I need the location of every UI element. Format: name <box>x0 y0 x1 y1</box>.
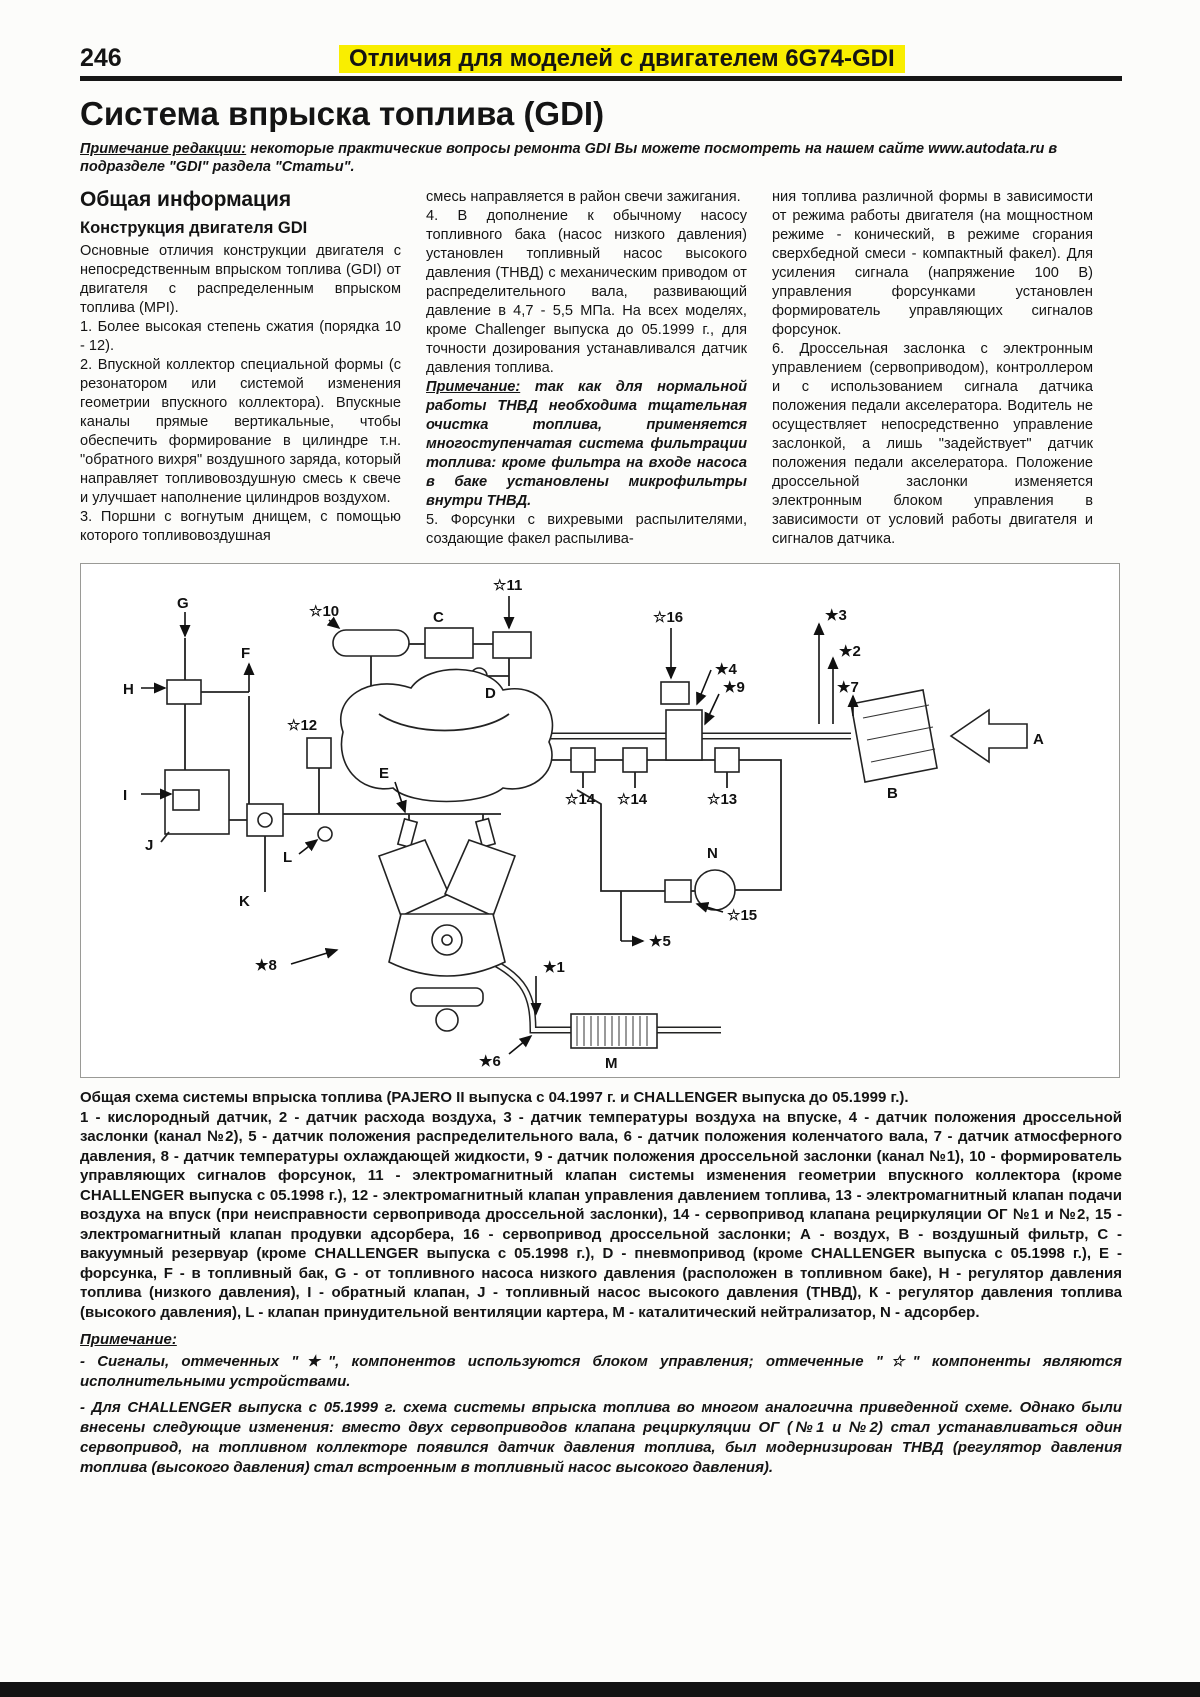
paragraph: ния топлива различной формы в зависимости от режима работы двигателя (на мощностном режиме - конический, в режиме сгорания сверхбедной смеси - компактный факел). Для усиления сигнала (напряжение 100 В) управления форсунками установлен формирователь управляющих сигналов форсунок. <box>772 189 1093 338</box>
component-high-pressure-pump <box>165 770 229 834</box>
diagram-label-c: C <box>433 609 444 626</box>
article-title: Система впрыска топлива (GDI) <box>80 95 605 132</box>
text-columns <box>80 188 1122 549</box>
notes-section <box>80 1331 1122 1478</box>
diagram-label-a: A <box>1033 731 1044 748</box>
editorial-note-text: некоторые практические вопросы ремонта GDI Вы можете посмотреть на нашем сайте www.autodata.ru в подразделе "GDI" раздела "Статьи". <box>80 141 1058 175</box>
section-heading-general-info: Общая информация <box>80 188 292 211</box>
page-number: 246 <box>80 44 122 72</box>
note-text: так как для нормальной работы ТНВД необходима тщательная очистка топлива, применяется многоступенчатая система фильтрации топлива: кроме фильтра на входе насоса в баке установлены микрофильтры внутри ТНВД. <box>426 379 747 509</box>
air-inlet-arrow <box>951 710 1027 762</box>
component-air-bypass-solenoid <box>715 748 739 772</box>
note-item-1: - Сигналы, отмеченных "★", компонентов используются блоком управления; отмеченные "☆" компоненты являются исполнительными устройствами. <box>80 1353 1122 1390</box>
component-canister <box>665 870 735 910</box>
paragraph: 3. Поршни с вогнутым днищем, с помощью которого топливовоздушная <box>80 509 401 544</box>
diagram-label-5: ★5 <box>649 933 671 950</box>
component-throttle-body <box>661 682 702 760</box>
paragraph: 2. Впускной коллектор специальной формы (с резонатором или системой изменения геометрии впускного коллектора). Впускные каналы прямые вертикальные, чтобы обеспечить формирование в цилиндре т.н. "обратного вихря" воздушного заряда, который направляет топливовоздушную смесь к свече и улучшает наполнение цилиндров воздухом. <box>80 357 401 506</box>
diagram-label-10: ☆10 <box>309 603 340 620</box>
page-header <box>80 44 1122 81</box>
diagram-label-j: J <box>145 837 154 854</box>
diagram-label-11: ☆11 <box>493 577 523 594</box>
component-pcv-valve <box>318 827 332 841</box>
component-egr-servo-2 <box>623 748 647 772</box>
component-egr-servo-1 <box>571 748 595 772</box>
column-1 <box>80 188 401 549</box>
diagram-label-1: ★1 <box>543 959 565 976</box>
diagram-label-n: N <box>707 845 718 862</box>
diagram-label-b: B <box>887 785 898 802</box>
diagram-caption <box>80 1088 1122 1322</box>
paragraph: 5. Форсунки с вихревыми распылителями, создающие факел распылива- <box>426 512 747 547</box>
paragraph: 1. Более высокая степень сжатия (порядка 10 - 12). <box>80 319 401 354</box>
caption-title: Общая схема системы впрыска топлива (PAJERO II выпуска с 04.1997 г. и CHALLENGER выпуска до 05.1999 г.). <box>80 1089 909 1106</box>
header-title-wrap <box>122 45 1122 73</box>
diagram-label-12: ☆12 <box>287 717 318 734</box>
component-fuel-pressure-solenoid <box>307 738 331 768</box>
diagram-label-8: ★8 <box>255 957 277 974</box>
component-vacuum-reservoir <box>425 628 473 658</box>
diagram-label-i: I <box>123 787 128 804</box>
diagram-label-h: H <box>123 681 134 698</box>
diagram-label-6: ★6 <box>479 1053 501 1070</box>
editorial-note <box>80 140 1122 176</box>
component-purge-solenoid <box>665 880 691 902</box>
component-air-filter <box>851 690 937 782</box>
caption-body: 1 - кислородный датчик, 2 - датчик расхода воздуха, 3 - датчик температуры воздуха на впуске, 4 - датчик положения дроссельной заслонки (канал №2), 5 - датчик положения распределительного вала, 6 - датчик положения коленчатого вала, 7 - датчик атмосферного давления, 8 - датчик температуры охлаждающей жидкости, 9 - датчик положения дроссельной заслонки (канал №1), 10 - формирователь управляющих сигналов форсунок, 11 - электромагнитный клапан системы изменения геометрии впускного коллектора (кроме CHALLENGER выпуска с 05.1998 г.), 12 - электромагнитный клапан управления давлением топлива, 13 - электромагнитный клапан подачи воздуха на впуск (при неисправности сервопривода дроссельной заслонки), 14 - сервопривод клапана рециркуляции ОГ №1 и №2, 15 - электромагнитный клапан продувки адсорбера, 16 - сервопривод дроссельной заслонки; А - воздух, В - воздушный фильтр, С - вакуумный резервуар (кроме CHALLENGER выпуска с 05.1998 г.), D - пневмопривод (кроме CHALLENGER выпуска с 05.1998 г.), Е - форсунка, F - в топливный бак, G - от топливного насоса низкого давления (расположен в топливном баке), Н - регулятор давления топлива (низкого давления), I - обратный клапан, J - топливный насос высокого давления (ТНВД), К - регулятор давления топлива (высокого давления), L - клапан принудительной вентиляции картера, М - каталитический нейтрализатор, N - адсорбер. <box>80 1108 1122 1321</box>
diagram-label-g: G <box>177 595 189 612</box>
diagram-label-13: ☆13 <box>707 791 738 808</box>
component-geometry-solenoid <box>493 632 531 658</box>
diagram-label-e: E <box>379 765 390 782</box>
note-label: Примечание: <box>426 379 521 395</box>
note-paragraph <box>426 378 747 511</box>
fuel-system-schematic <box>81 564 1119 1077</box>
engine-block <box>379 840 515 1031</box>
notes-label: Примечание: <box>80 1331 177 1348</box>
subsection-heading-gdi-design: Конструкция двигателя GDI <box>80 219 308 237</box>
page-bottom-edge <box>0 1682 1200 1697</box>
column-3 <box>772 188 1093 549</box>
component-vacuum-tank <box>333 630 409 656</box>
diagram-label-l: L <box>283 849 293 866</box>
intake-plenum <box>341 669 553 801</box>
diagram-label-16: ☆16 <box>653 609 684 626</box>
diagram-label-15: ☆15 <box>727 907 758 924</box>
paragraph: смесь направляется в район свечи зажигания. <box>426 189 741 205</box>
diagram-label-4: ★4 <box>715 661 737 678</box>
diagram-label-7: ★7 <box>837 679 859 696</box>
diagram-label-14a: ☆14 <box>565 791 596 808</box>
editorial-note-label: Примечание редакции: <box>80 141 247 157</box>
diagram-label-f: F <box>241 645 251 662</box>
diagram-label-d: D <box>485 685 496 702</box>
paragraph: 4. В дополнение к обычному насосу топливного бака (насос низкого давления) установлен топливный насос высокого давления (ТНВД) с механическим приводом от распределительного вала, развивающий давление в 4,7 - 5,5 МПа. На всех моделях, кроме Challenger выпуска до 05.1999 г., для точности дозирования устанавливался датчик давления топлива. <box>426 208 747 376</box>
header-title: Отличия для моделей с двигателем 6G74-GDI <box>339 45 905 73</box>
diagram-label-2: ★2 <box>839 643 861 660</box>
paragraph: 6. Дроссельная заслонка с электронным управлением (сервоприводом), контроллером и с использованием сигнала датчика положения педали акселератора. Водитель не осуществляет непосредственно управление заслонкой, а лишь "задействует" датчик положения педали акселератора. Положение дроссельной заслонки изменяется электронным блоком управления в зависимости от условий работы двигателя и сигналов датчика. <box>772 341 1093 547</box>
paragraph: Основные отличия конструкции двигателя с непосредственным впрыском топлива (GDI) от двигателя с распределенным впрыском топлива (MPI). <box>80 243 401 316</box>
component-high-pressure-regulator <box>247 804 283 836</box>
diagram-label-k: K <box>239 893 250 910</box>
component-check-valve <box>173 790 199 810</box>
component-throttle-servo <box>661 682 689 704</box>
diagram-label-14b: ☆14 <box>617 791 648 808</box>
note-item-2: - Для CHALLENGER выпуска с 05.1999 г. схема системы впрыска топлива во многом аналогична приведенной схеме. Однако были внесены следующие изменения: вместо двух сервоприводов клапана рециркуляции ОГ (№1 и №2) стал устанавливаться один сервопривод, на топливном коллекторе появился датчик давления топлива, был модернизирован ТНВД (регулятор давления топлива (высокого давления) стал встроенным в топливный насос высокого давления). <box>80 1399 1122 1476</box>
diagram-label-9: ★9 <box>723 679 745 696</box>
column-2 <box>426 188 747 549</box>
diagram-label-3: ★3 <box>825 607 847 624</box>
component-injectors <box>398 819 495 848</box>
component-catalytic-converter <box>571 1014 657 1048</box>
component-low-pressure-regulator <box>167 680 201 704</box>
diagram-label-m: M <box>605 1055 618 1072</box>
fuel-system-diagram <box>80 563 1120 1078</box>
